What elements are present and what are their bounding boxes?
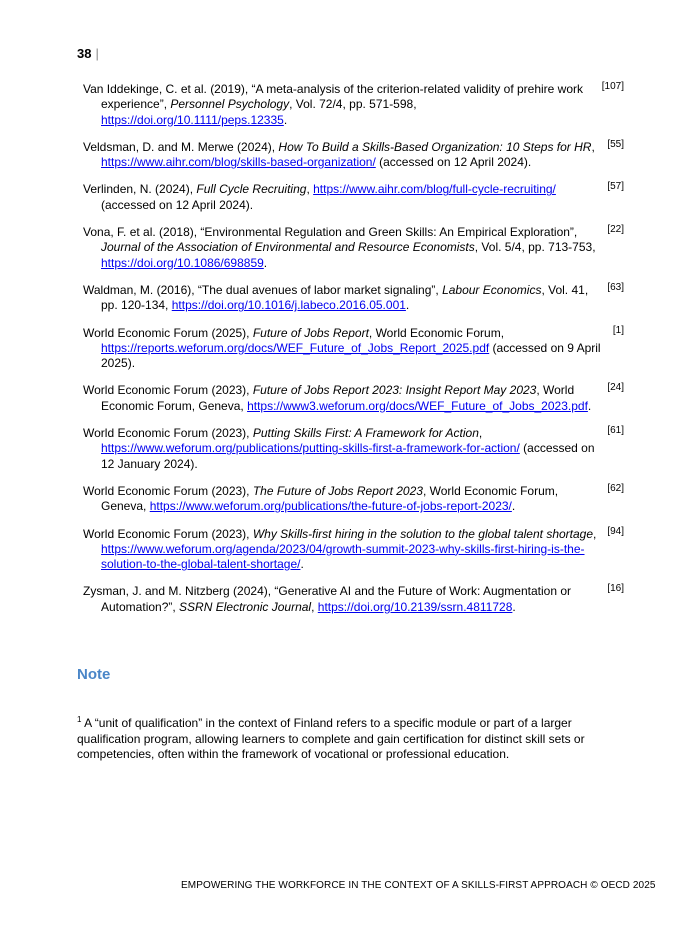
reference-segment: Zysman, J. and M. Nitzberg (2024), “Generative AI and the Future of Work: Augmentation or Automation?”, bbox=[83, 584, 572, 614]
reference-segment: , Vol. 5/4, pp. 713-753, bbox=[474, 240, 596, 255]
reference-segment: (accessed on 12 April 2024). bbox=[375, 155, 532, 170]
page-number-separator: | bbox=[95, 46, 99, 61]
note-heading: Note bbox=[77, 666, 111, 683]
reference-link[interactable]: https://doi.org/10.1086/698859 bbox=[101, 255, 264, 270]
reference-number: [61] bbox=[607, 425, 624, 437]
footnote bbox=[77, 712, 627, 763]
reference-entry bbox=[83, 140, 628, 171]
reference-link[interactable]: https://doi.org/10.1111/peps.12335 bbox=[101, 112, 284, 127]
reference-entry bbox=[83, 225, 628, 271]
reference-segment: . bbox=[300, 557, 304, 572]
reference-segment: World Economic Forum (2023), bbox=[83, 383, 253, 398]
reference-number: [57] bbox=[607, 181, 624, 193]
reference-segment: Waldman, M. (2016), “The dual avenues of labor market signaling”, bbox=[83, 282, 443, 297]
reference-title: Why Skills-first hiring in the solution to the global talent shortage bbox=[252, 526, 594, 541]
reference-title: The Future of Jobs Report 2023 bbox=[252, 483, 423, 498]
reference-entry bbox=[83, 426, 628, 472]
reference-link[interactable]: https://www3.weforum.org/docs/WEF_Future_of_Jobs_2023.pdf bbox=[247, 398, 588, 413]
reference-text bbox=[83, 484, 601, 515]
reference-title: How To Build a Skills-Based Organization: 10 Steps for HR bbox=[278, 139, 592, 154]
reference-segment: , Vol. 72/4, pp. 571-598, bbox=[289, 97, 417, 112]
reference-entry bbox=[83, 283, 628, 314]
reference-title: Full Cycle Recruiting bbox=[196, 182, 307, 197]
reference-segment: , bbox=[306, 182, 314, 197]
reference-text bbox=[83, 82, 601, 128]
reference-title: Labour Economics bbox=[442, 282, 542, 297]
reference-entry bbox=[83, 182, 628, 213]
reference-entry bbox=[83, 82, 628, 128]
reference-segment: . bbox=[512, 599, 516, 614]
reference-number: [62] bbox=[607, 482, 624, 494]
reference-segment: . bbox=[587, 398, 592, 413]
footnote-text: A “unit of qualification” in the context of Finland refers to a specific module or part of a larger qualification program, allowing learners to complete and gain certification for distinct skill sets or competencies, often within the framework of vocational or professional education. bbox=[77, 716, 585, 761]
reference-link[interactable]: https://www.weforum.org/publications/the-future-of-jobs-report-2023/ bbox=[149, 499, 512, 514]
page-number-value: 38 bbox=[77, 46, 92, 61]
reference-segment: , Vol. 41, pp. 120-134, bbox=[101, 282, 589, 313]
reference-list bbox=[83, 82, 628, 627]
reference-segment: (accessed on 12 January 2024). bbox=[101, 441, 595, 471]
reference-title: SSRN Electronic Journal bbox=[179, 599, 312, 614]
reference-text bbox=[83, 326, 601, 372]
reference-link[interactable]: https://www.weforum.org/publications/putting-skills-first-a-framework-for-action/ bbox=[101, 441, 520, 456]
reference-text bbox=[83, 225, 601, 271]
reference-text bbox=[83, 527, 601, 573]
reference-title: Journal of the Association of Environmental and Resource Economists bbox=[101, 240, 475, 255]
reference-entry bbox=[83, 484, 628, 515]
reference-segment: , bbox=[591, 139, 595, 154]
reference-link[interactable]: https://www.aihr.com/blog/skills-based-organization/ bbox=[101, 155, 376, 170]
reference-link[interactable]: https://doi.org/10.1016/j.labeco.2016.05.001 bbox=[171, 298, 406, 313]
reference-segment: , bbox=[478, 426, 483, 441]
reference-segment: , World Economic Forum, bbox=[368, 325, 505, 340]
reference-number: [94] bbox=[607, 525, 624, 537]
reference-segment: , bbox=[311, 599, 318, 614]
reference-title: Future of Jobs Report 2023: Insight Report May 2023 bbox=[252, 383, 537, 398]
reference-segment: , World Economic Forum, Geneva, bbox=[101, 483, 559, 514]
reference-segment: World Economic Forum (2025), bbox=[83, 325, 253, 340]
reference-title: Putting Skills First: A Framework for Action bbox=[252, 426, 479, 441]
reference-number: [1] bbox=[612, 324, 624, 336]
reference-segment: Vona, F. et al. (2018), “Environmental Regulation and Green Skills: An Empirical Exploration”, bbox=[83, 225, 578, 240]
reference-segment: Verlinden, N. (2024), bbox=[83, 182, 197, 197]
reference-text bbox=[83, 283, 601, 314]
reference-text bbox=[83, 426, 601, 472]
reference-segment: Veldsman, D. and M. Merwe (2024), bbox=[83, 139, 279, 154]
reference-number: [63] bbox=[607, 281, 624, 293]
reference-segment: Van Iddekinge, C. et al. (2019), “A meta-analysis of the criterion-related validity of prehire work experience”, bbox=[83, 82, 584, 112]
reference-text bbox=[83, 182, 601, 213]
reference-entry bbox=[83, 383, 628, 414]
reference-segment: (accessed on 9 April 2025). bbox=[101, 340, 601, 371]
reference-text bbox=[83, 140, 601, 171]
reference-number: [16] bbox=[607, 583, 624, 595]
reference-number: [55] bbox=[607, 138, 624, 150]
footnote-marker: 1 bbox=[77, 715, 82, 724]
reference-title: Personnel Psychology bbox=[170, 97, 290, 112]
reference-entry bbox=[83, 326, 628, 372]
reference-link[interactable]: https://doi.org/10.2139/ssrn.4811728 bbox=[317, 599, 513, 614]
reference-segment: World Economic Forum (2023), bbox=[83, 483, 253, 498]
reference-link[interactable]: https://www.weforum.org/agenda/2023/04/growth-summit-2023-why-skills-first-hiring-is-the-solution-to-the-global-talent-shortage/ bbox=[101, 541, 585, 572]
reference-text bbox=[83, 383, 601, 414]
page-number bbox=[77, 46, 99, 61]
reference-link[interactable]: https://reports.weforum.org/docs/WEF_Future_of_Jobs_Report_2025.pdf bbox=[101, 340, 490, 355]
reference-text bbox=[83, 584, 601, 615]
reference-segment: (accessed on 12 April 2024). bbox=[101, 197, 254, 212]
reference-number: [107] bbox=[601, 81, 624, 92]
reference-title: Future of Jobs Report bbox=[252, 325, 369, 340]
reference-segment: , bbox=[593, 526, 597, 541]
reference-segment: World Economic Forum (2023), bbox=[83, 526, 253, 541]
reference-segment: World Economic Forum (2023), bbox=[83, 426, 253, 441]
reference-segment: . bbox=[283, 112, 288, 127]
reference-segment: , World Economic Forum, Geneva, bbox=[101, 383, 575, 413]
reference-segment: . bbox=[405, 298, 410, 313]
reference-number: [24] bbox=[607, 382, 624, 394]
page-footer: EMPOWERING THE WORKFORCE IN THE CONTEXT OF A SKILLS-FIRST APPROACH © OECD 2025 bbox=[181, 880, 656, 891]
reference-segment: . bbox=[511, 499, 516, 514]
reference-entry bbox=[83, 527, 628, 573]
reference-segment: . bbox=[263, 255, 268, 270]
reference-link[interactable]: https://www.aihr.com/blog/full-cycle-recruiting/ bbox=[313, 182, 556, 197]
reference-entry bbox=[83, 584, 628, 615]
reference-number: [22] bbox=[607, 224, 624, 236]
